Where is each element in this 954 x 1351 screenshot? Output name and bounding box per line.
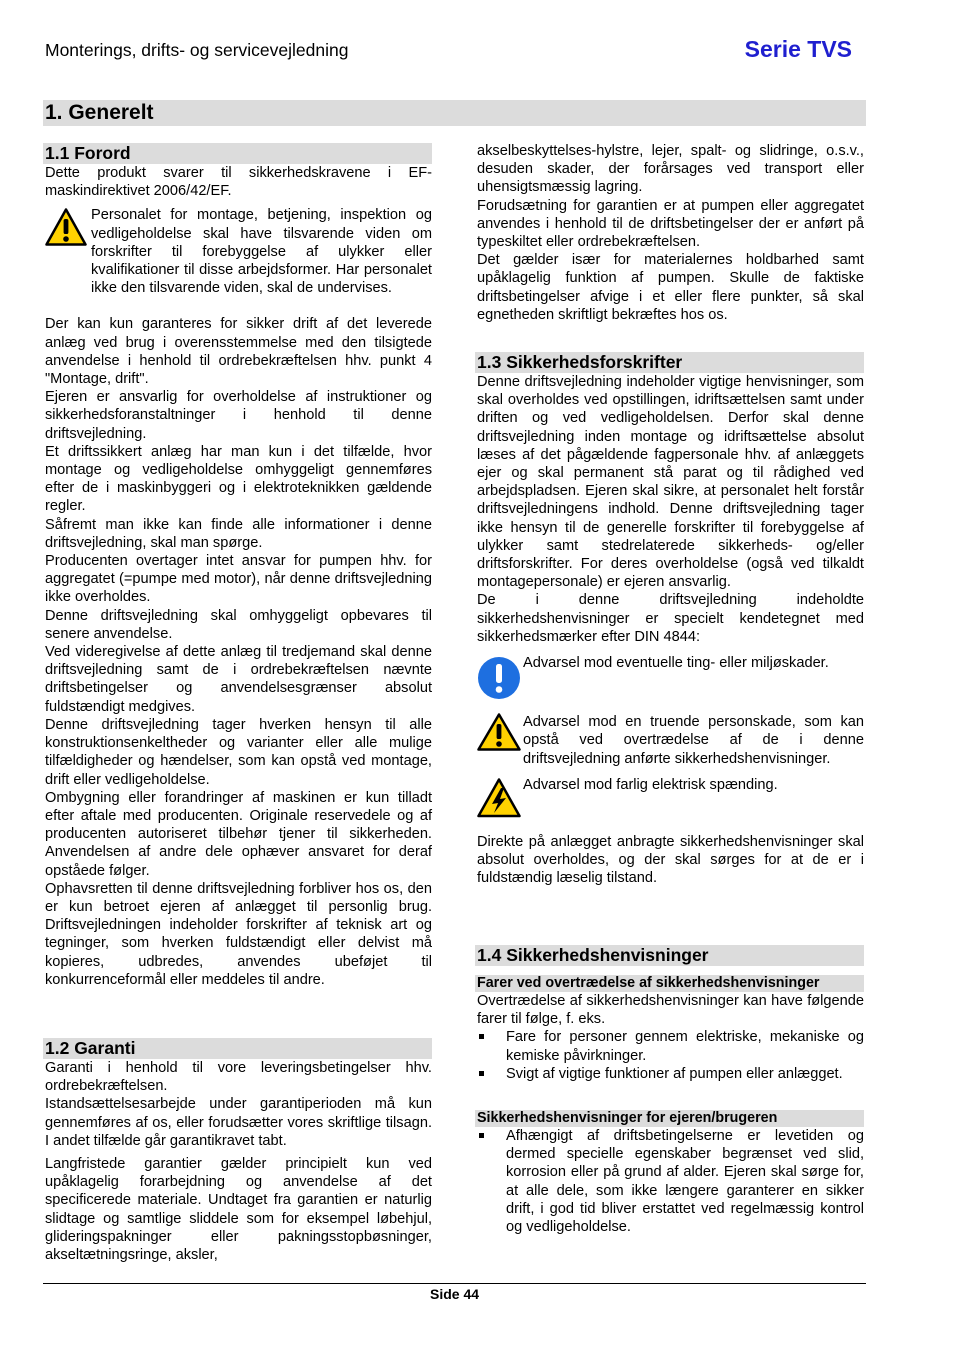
left-column-garanti <box>45 1038 432 1150</box>
electric-hazard-notice <box>477 776 864 823</box>
electric-shock-icon <box>477 776 523 823</box>
forord-paragraph: Ombygning eller forandringer af maskinen er kun tilladt efter aftale med producenten. Originale reservedele og af producenten autoriseret tilbehør tjener til sikkerheden. Anvendelsen af andre dele ophæver ansvaret for deraf opståede følger. <box>45 789 432 879</box>
farer-intro: Overtrædelse af sikkerhedshenvisninger kan have følgende farer til følge, f. eks. <box>477 993 864 1028</box>
warning-triangle-icon <box>477 713 523 756</box>
footer-divider <box>43 1283 866 1284</box>
forord-paragraph: Producenten overtager intet ansvar for pumpen hhv. for aggregatet (=pumpe med motor), når denne driftsvejledning ikke overholdes. <box>45 553 432 606</box>
forskrifter-paragraph: De i denne driftsvejledning indeholdte sikkerhedshenvisninger er specielt kendetegnet med sikkerhedsmærker efter DIN 4844: <box>477 592 864 645</box>
property-damage-text: Advarsel mod eventuelle ting- eller miljøskader. <box>523 655 829 672</box>
forord-intro: Dette produkt svarer til sikkerhedskravene i EF-maskindirektivet 2006/42/EF. <box>45 165 432 200</box>
forord-paragraph: Ophavsretten til denne driftsvejledning forbliver hos os, den er kun betroet ejeren af anlægget til personlig brug. Driftsvejledningen indeholder forskrifter af teknisk art og tegninger, som hverken fuldstændigt eller delvist må kopieres, udbredes, anvendes ubeføjet til konkurrenceformål eller meddeles til andre. <box>45 880 432 988</box>
section-heading-sikkerhedsforskrifter: 1.3 Sikkerhedsforskrifter <box>475 352 864 373</box>
section-heading-sikkerhedshenvisninger: 1.4 Sikkerhedshenvisninger <box>475 945 864 966</box>
section-heading-garanti: 1.2 Garanti <box>43 1038 432 1059</box>
chapter-title: 1. Generelt <box>45 101 154 124</box>
forord-paragraph: Denne driftsvejledning skal omhyggeligt opbevares til senere anvendelse. <box>45 607 432 642</box>
garanti-paragraph: Istandsættelsesarbejde under garantiperioden må kun gennemføres af os, eller forudsætter vores skriftlige tilsagn. I andet tilfælde går garantikravet tabt. <box>45 1096 432 1149</box>
right-column <box>477 142 864 324</box>
garanti-paragraph-part: Langfristede garantier gælder principielt kun ved upåklagelig forarbejdning og anvendelse af det specificerede materiale. Undtaget fra garantien er naturlig slidtage og samtlige sliddele som for eksempel løbehjul, glideringspakninger eller pakningsstopbøsninger, akseltætningsringe, aksler, <box>45 1156 432 1264</box>
garanti-paragraph-part: akselbeskyttelses-hylstre, lejer, spalt- og slidringe, o.s.v., desuden skader, der forårsages ved transport eller uhensigtsmæssig lagring. <box>477 143 864 196</box>
garanti-paragraph: Det gælder især for materialernes holdbarhed samt upåklagelig funktion af pumpen. Skulle de faktiske driftsbetingelser afvige i et eller flere punkter, så skal egnetheden skriftligt bekræftes hos os. <box>477 252 864 323</box>
farer-list <box>477 1028 864 1083</box>
garanti-long-paragraph-start <box>45 1155 432 1264</box>
section-heading-forord: 1.1 Forord <box>43 143 432 164</box>
forord-paragraph: Der kan kun garanteres for sikker drift af det leverede anlæg ved brug i overensstemmelse med den tilsigtede anvendelse i henhold til ordrebekræftelsen hhv. punkt 4 "Montage, drift". <box>45 316 432 388</box>
forord-paragraph: Ved videregivelse af dette anlæg til tredjemand skal denne driftsvejledning samt de i ordrebekræftelsen nævnte driftsbetingelser og anvendelsesgrænser absolut fuldstændigt medgives. <box>45 644 432 715</box>
page-number: Side 44 <box>429 1286 480 1302</box>
exclamation-circle-icon <box>477 654 523 705</box>
personnel-warning <box>45 206 432 297</box>
garanti-paragraph: Forudsætning for garantien er at pumpen eller aggregatet anvendes i henhold til de driftsbetingelser der er anført på typeskiltet eller ordrebekræftelsen. <box>477 197 864 251</box>
forskrifter-closing: Direkte på anlægget anbragte sikkerhedshenvisninger skal absolut overholdes, og der skal sørges for at de er i fuldstændig læselig tilstand. <box>477 834 864 887</box>
personnel-warning-text: Personalet for montage, betjening, inspektion og vedligeholdelse skal have tilsvarende viden om forskrifter til forebyggelse af ulykker eller kvalifikationer til disse arbejdsformer. Har personalet ikke den tilsvarende viden, skal de undervises. <box>91 207 432 297</box>
manual-title: Monterings, drifts- og servicevejledning <box>45 40 349 60</box>
forord-paragraph: Ejeren er ansvarlig for overholdelse af instruktioner og sikkerhedsforanstaltninger i henhold til denne driftsvejledning. <box>45 389 432 442</box>
right-column-henvisninger <box>477 945 864 1236</box>
warning-triangle-icon <box>45 206 91 251</box>
forskrifter-paragraph: Denne driftsvejledning indeholder vigtige henvisninger, som skal overholdes ved opstillingen, idriftsættelsen samt under driften og ved vedligeholdelsen. Derfor skal denne driftsvejledning inden montage og idriftsættelse absolut læses af det pågældende fagpersonale hhv. af anlæggets ejer og skal permanent stå parat og til rådighed ved arbejdspladsen. Ejeren skal sikre, at personalet helt forstår driftsvejledningens indhold. Denne driftsvejledning tager ikke hensyn til de generelle forskrifter til forebyggelse af ulykker samt stedrelaterede sikkerheds- og/eller driftsforskrifter. For deres overholdelse (også ved tilkaldt montagepersonale) er ejeren ansvarlig. <box>477 374 864 591</box>
subsection-heading-farer: Farer ved overtrædelse af sikkerhedshenvisninger <box>475 975 864 992</box>
chapter-heading <box>43 100 866 126</box>
ejer-list <box>477 1127 864 1236</box>
right-column-forskrifter <box>477 352 864 888</box>
series-title: Serie TVS <box>744 36 852 62</box>
list-item: Fare for personer gennem elektriske, mekaniske og kemiske påvirkninger. <box>477 1028 864 1064</box>
personal-injury-text: Advarsel mod en truende personskade, som kan opstå ved overtrædelse af de i denne driftsvejledning anførte sikkerhedshenvisninger. <box>523 714 864 767</box>
forord-paragraph: Denne driftsvejledning tager hverken hensyn til alle konstruktionsenkeltheder og varianter eller alle mulige tilfældigheder og hændelser, som kan opstå ved montage, drift eller vedligeholdelse. <box>45 716 432 788</box>
personal-injury-notice <box>477 713 864 768</box>
garanti-paragraph: Garanti i henhold til vore leveringsbetingelser hhv. ordrebekræftelsen. <box>45 1060 432 1095</box>
electric-hazard-text: Advarsel mod farlig elektrisk spænding. <box>523 776 778 793</box>
forord-paragraph: Såfremt man ikke kan finde alle informationer i denne driftsvejledning, skal man spørge. <box>45 516 432 551</box>
property-damage-notice <box>477 654 864 705</box>
list-item: Svigt af vigtige funktioner af pumpen eller anlægget. <box>477 1065 864 1083</box>
forord-paragraph: Et driftssikkert anlæg har man kun i det tilfælde, hvor montage og vedligeholdelse omhyggeligt gennemføres efter de i maskinbyggeri og i elektroteknikken gældende regler. <box>45 443 432 515</box>
list-item: Afhængigt af driftsbetingelserne er levetiden og dermed specielle egenskaber begrænset ved slid, korrosion eller på grund af alder. Ejeren skal sørge for, at alle dele, som ikke længere garanterer en sikker drift, i god tid bliver erstattet ved regelmæssig kontrol og vedligeholdelse. <box>477 1127 864 1236</box>
left-column <box>45 143 432 989</box>
subsection-heading-ejer: Sikkerhedshenvisninger for ejeren/brugeren <box>475 1110 864 1127</box>
